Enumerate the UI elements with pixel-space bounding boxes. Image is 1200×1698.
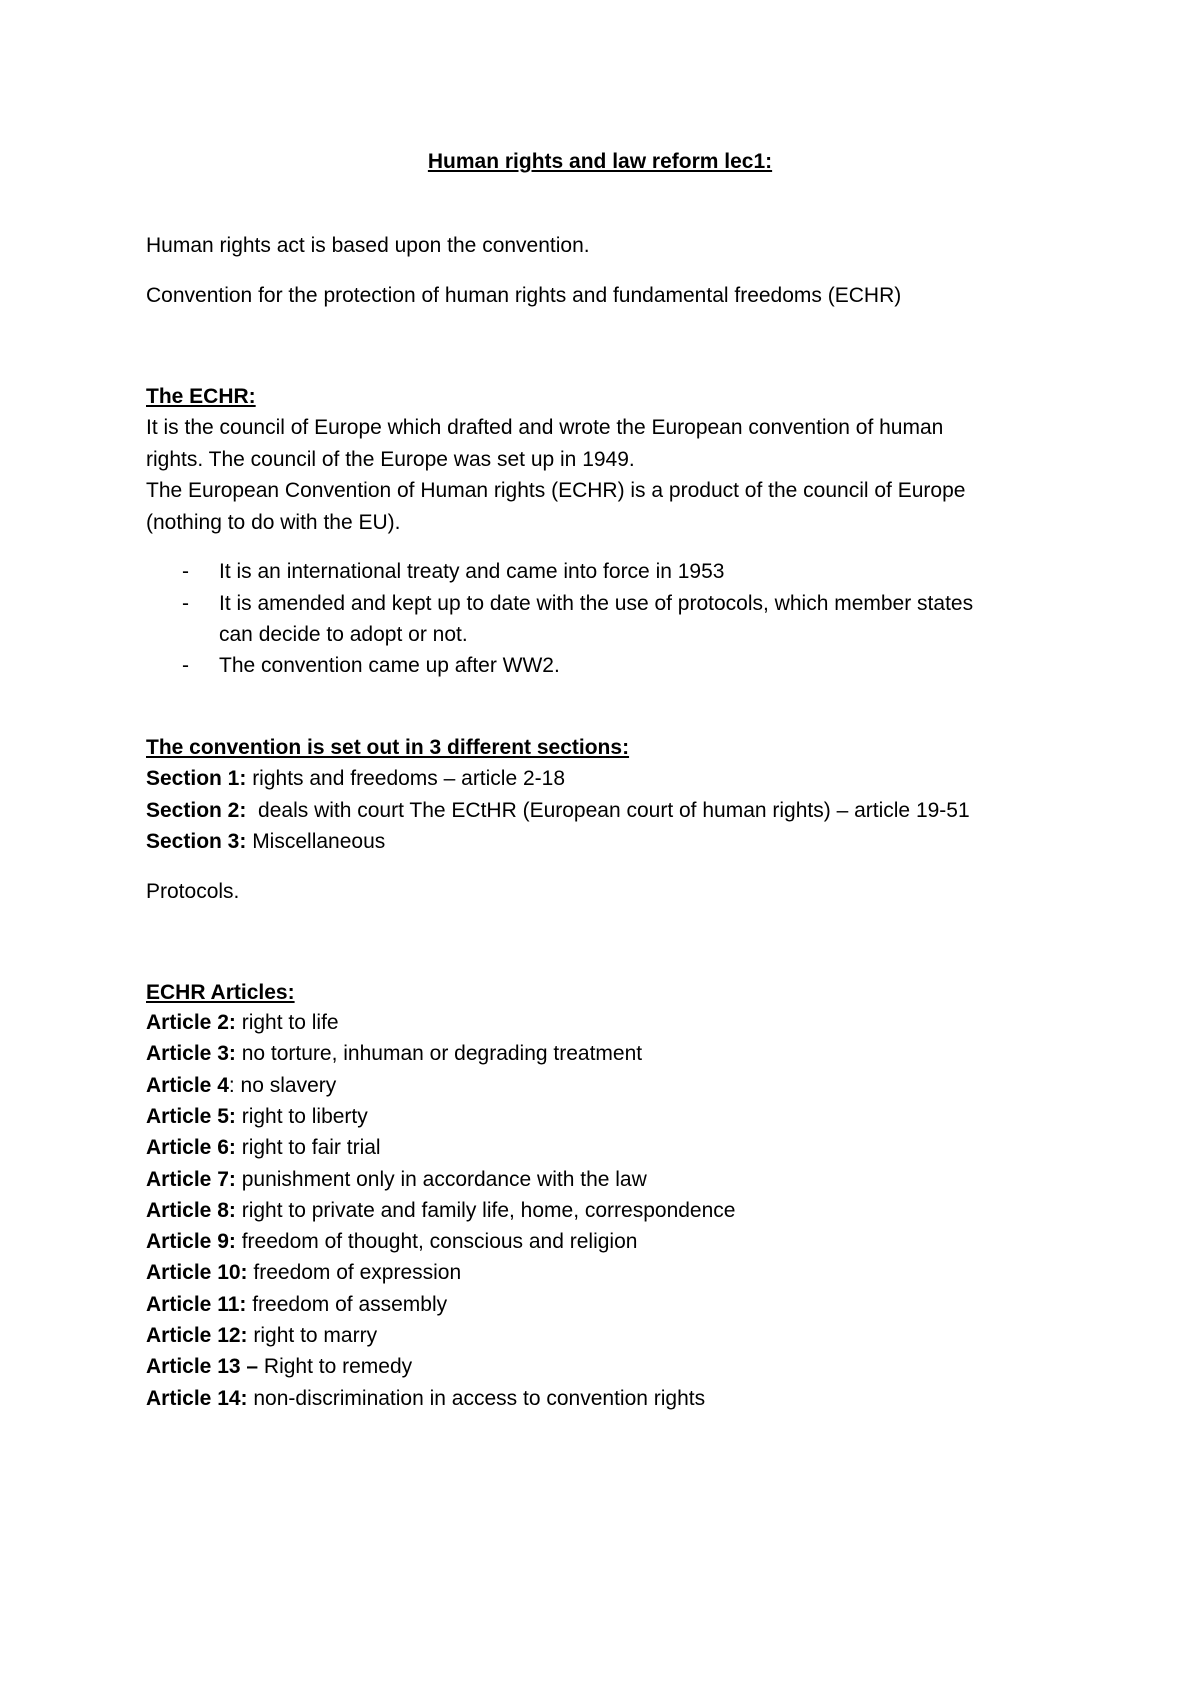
articles-heading: ECHR Articles: [146,981,295,1004]
bullet-item-continuation: can decide to adopt or not. [219,623,468,646]
article-item [146,1069,336,1103]
article-label: Article 3: [146,1042,236,1065]
article-item [146,1225,637,1259]
article-label: Article 13 – [146,1355,259,1378]
sections-heading: The convention is set out in 3 different sections: [146,736,630,759]
article-label: Article 12: [146,1324,248,1347]
article-item [146,1131,381,1165]
article-item [146,1037,642,1071]
article-label: Article 7: [146,1168,236,1191]
bullet-item: The convention came up after WW2. [219,654,560,677]
echr-paragraph-line: The European Convention of Human rights (ECHR) is a product of the council of Europe [146,479,966,502]
echr-paragraph-line: It is the council of Europe which drafted and wrote the European convention of human [146,416,944,439]
intro-line-2: Convention for the protection of human rights and fundamental freedoms (ECHR) [146,284,902,307]
article-item [146,1163,647,1197]
echr-paragraph-line: rights. The council of the Europe was set up in 1949. [146,448,635,471]
bullet-item: It is an international treaty and came into force in 1953 [219,560,725,583]
section-label: Section 1: [146,767,247,790]
section-label: Section 2: [146,799,247,822]
article-item [146,1256,461,1290]
article-text: right to fair trial [235,1136,381,1159]
article-text: right to private and family life, home, correspondence [235,1199,736,1222]
article-item [146,1100,368,1134]
article-text: right to life [235,1011,339,1034]
article-label: Article 6: [146,1136,236,1159]
article-text: no torture, inhuman or degrading treatment [235,1042,643,1065]
article-label: Article 11: [146,1293,247,1316]
article-item [146,1288,447,1322]
bullet-marker: - [182,560,189,583]
echr-heading: The ECHR: [146,385,256,408]
article-label: Article 8: [146,1199,236,1222]
article-label: Article 4 [146,1074,229,1097]
section-text: Miscellaneous [246,830,386,853]
section-item [146,762,565,796]
bullet-item: It is amended and kept up to date with the use of protocols, which member states [219,592,974,615]
article-text: non-discrimination in access to convention rights [247,1387,706,1410]
bullet-marker: - [182,654,189,677]
article-label: Article 5: [146,1105,236,1128]
bullet-marker: - [182,592,189,615]
article-text: Right to remedy [258,1355,413,1378]
section-text: rights and freedoms – article 2-18 [246,767,566,790]
section-item [146,825,385,859]
article-item [146,1006,339,1040]
article-label: Article 14: [146,1387,248,1410]
page-title: Human rights and law reform lec1: [427,150,773,173]
section-text: deals with court The ECtHR (European court of human rights) – article 19-51 [246,799,970,822]
section-label: Section 3: [146,830,247,853]
protocols-line: Protocols. [146,880,240,903]
article-item [146,1350,412,1384]
article-text: freedom of expression [247,1261,462,1284]
echr-paragraph-line: (nothing to do with the EU). [146,511,401,534]
section-item [146,794,970,828]
article-text: punishment only in accordance with the law [235,1168,647,1191]
article-label: Article 10: [146,1261,248,1284]
article-label: Article 2: [146,1011,236,1034]
article-text: freedom of assembly [246,1293,448,1316]
article-text: right to liberty [235,1105,368,1128]
article-label: Article 9: [146,1230,236,1253]
article-item [146,1319,377,1353]
article-item [146,1194,735,1228]
article-item [146,1382,705,1416]
article-text: right to marry [247,1324,378,1347]
article-text: : no slavery [228,1074,337,1097]
article-text: freedom of thought, conscious and religion [235,1230,638,1253]
intro-line-1: Human rights act is based upon the convention. [146,234,590,257]
